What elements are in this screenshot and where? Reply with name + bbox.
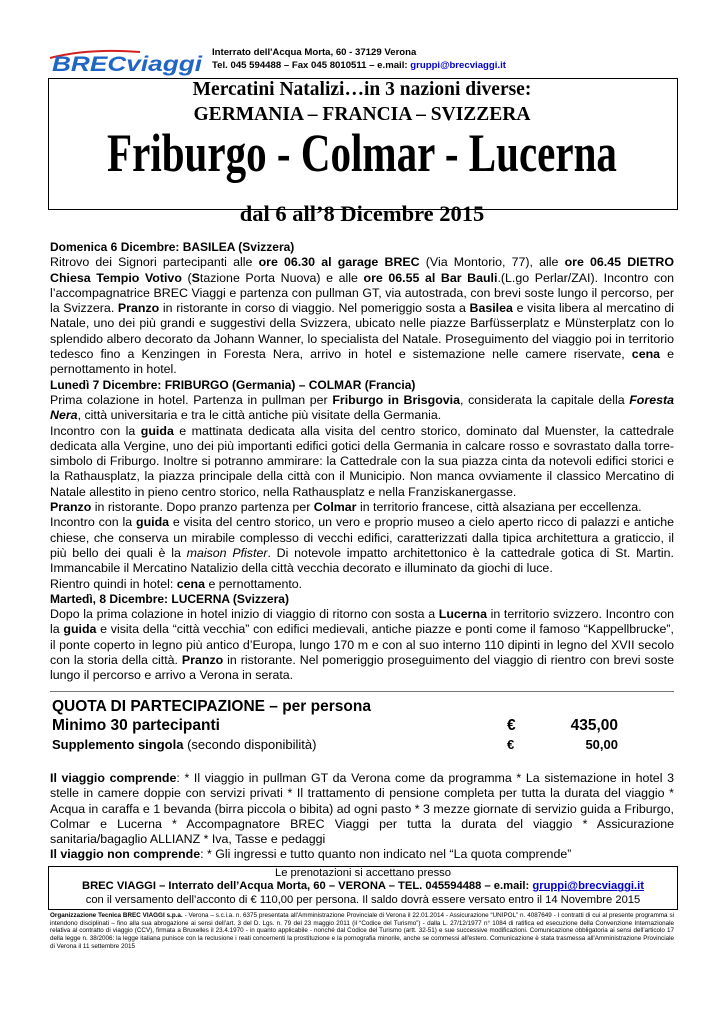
quota-single-currency: € bbox=[507, 737, 515, 752]
agency-address: Interrato dell'Acqua Morta, 60 - 37129 Verona bbox=[212, 47, 417, 58]
brec-viaggi-logo bbox=[48, 46, 208, 76]
legal-notice: Organizzazione Tecnica BREC VIAGGI s.p.a. - Verona – s.c.i.a. n. 6375 presentata all'Amministrazione Provinciale di Verona il 22.01.2014 - Assicurazione “UNIPOL” n. 4087649 - I contratti di cui al presente programma si intendono disciplinati – fino alla sua abrogazione ai sensi dell’art. 3 del D. Lgs. n. 79 del 23 maggio 2011 (il “Codice del Turismo”) - dalla L. 27/12/1977 n° 1084 di ratifica ed esecuzione della Convenzione Internazionale relativa al contratto di viaggio (CCV), firmata a Bruxelles il 23.4.1970 - in quanto applicabile - nonché dal Codice del Turismo (artt. 32-51) e sue successive modificazioni. Comunicazione obbligatoria ai sensi dell’articolo 17 della legge n. 38/2006: la legge italiana punisce con la reclusione i reati concernenti la prostituzione e la pornografia minorile, anche se commessi all'estero. Comunicazione è stata trasmessa all'Amministrazione Provinciale di Verona il 11 settembre 2015 bbox=[50, 912, 674, 950]
quota-min-label: Minimo 30 partecipanti bbox=[52, 717, 220, 734]
day-2-title: Lunedì 7 Dicembre: FRIBURGO (Germania) – COLMAR (Francia) bbox=[50, 377, 416, 392]
itinerary bbox=[50, 240, 674, 684]
booking-email-link[interactable]: gruppi@brecviaggi.it bbox=[532, 880, 644, 893]
svg-text:BRECviaggi: BRECviaggi bbox=[52, 53, 204, 76]
day-1-text: Ritrovo dei Signori partecipanti alle ore 06.30 al garage BREC (Via Montorio, 77), alle ore 06.45 DIETRO Chiesa Tempio Votivo (Stazione Porta Nuova) e alle ore 06.55 al Bar Bauli.(L.go Perlar/ZAI). Incontro con l’accompagnatrice BREC Viaggi e partenza con pullman GT, via autostrada, con brevi soste lungo il percorso, per la Svizzera. Pranzo in ristorante in corso di viaggio. Nel pomeriggio sosta a Basilea e visita libera al mercatino di Natale, uno dei più grandi e suggestivi della Svizzera, ubicato nelle piazze Barfüsserplatz e Münsterplatz con lo splendido albero decorato da Johann Wanner, lo specialista del Natale. Proseguimento del viaggio poi in territorio tedesco fino a Kenzingen in Foresta Nera, arrivo in hotel e sistemazione nelle camere riservate, cena e pernottamento in hotel. bbox=[50, 255, 675, 377]
day-3-title: Martedì, 8 Dicembre: LUCERNA (Svizzera) bbox=[50, 591, 289, 606]
day-2-text-3: Pranzo in ristorante. Dopo pranzo partenza per Colmar in territorio francese, città alsaziana per eccellenza. bbox=[50, 500, 642, 515]
day-2-text-5: Rientro quindi in hotel: cena e pernottamento. bbox=[50, 576, 303, 591]
quota-min-price: 435,00 bbox=[570, 717, 618, 734]
main-title: Friburgo - Colmar - Lucerna bbox=[107, 123, 617, 183]
inclusions bbox=[50, 771, 674, 863]
quota-single-label: Supplemento singola (secondo disponibilità) bbox=[52, 737, 317, 752]
booking-line-1: Le prenotazioni si accettano presso bbox=[274, 867, 451, 879]
quota-min-currency: € bbox=[507, 717, 516, 734]
booking-box bbox=[48, 866, 678, 910]
quota-single-price: 50,00 bbox=[585, 737, 618, 752]
day-2-text-4: Incontro con la guida e visita del centro storico, un vero e proprio museo a cielo aperto ricco di palazzi e antiche chiese, che conserva un mirabile complesso di vecchi edifici, caratterizzati dalla tipica architettura a graticcio, il più bello dei quali è la maison Pfister. Di notevole impatto architettonico è la cattedrale gotica di St. Martin. Immancabile il Mercatino Natalizio della città vecchia decorato e illuminato da giochi di luce. bbox=[50, 515, 674, 576]
agency-contacts: Tel. 045 594488 – Fax 045 8010511 – e.mail: gruppi@brecviaggi.it bbox=[212, 60, 506, 71]
title-line-1: Mercatini Natalizi…in 3 nazioni diverse: bbox=[192, 79, 532, 100]
header-email-link[interactable]: gruppi@brecviaggi.it bbox=[410, 60, 506, 71]
day-2-text-2: Incontro con la guida e mattinata dedicata alla visita del centro storico, dominato dal Muenster, la cattedrale dedicata alla Vergine, uno dei più importanti edifici gotici della Germania in calcare rosso e sovrastato dalla torre-simbolo di Friburgo. Inoltre si potranno ammirare: la Cattedrale con la sua piazza cinta da notevoli edifici storici e la Rathausplatz, la piazza principale della città con il Municipio. Non manca ovviamente il classico Mercatino di Natale allestito in pieno centro storico, nella Rathausplatz e nella Franziskanergasse. bbox=[50, 423, 674, 499]
includes-text: Il viaggio comprende: * Il viaggio in pullman GT da Verona come da programma * La sistemazione in hotel 3 stelle in camere doppie con servizi privati * Il trattamento di pensione completa per tutta la durata del viaggio * Acqua in caraffa e 1 bevanda (birra piccola o bibita) ad ogni pasto * 3 mezze giornate di servizio guida a Friburgo, Colmar e Lucerna * Accompagnatore BREC Viaggi per tutta la durata del viaggio * Assicurazione sanitaria/bagaglio ALLIANZ * Iva, Tasse e pedaggi bbox=[50, 771, 674, 847]
title-countries: GERMANIA – FRANCIA – SVIZZERA bbox=[193, 104, 531, 125]
day-3-text: Dopo la prima colazione in hotel inizio di viaggio di ritorno con sosta a Lucerna in territorio svizzero. Incontro con la guida e visita della “città vecchia” con edifici medievali, antiche piazze e ponti come il famoso “Kappellbrucke”, il ponte coperto in legno più antico d’Europa, lungo 170 m e con al suo interno 110 dipinti in legno del XVII secolo con la storia della città. Pranzo in ristorante. Nel pomeriggio proseguimento del viaggio di rientro con brevi soste lungo il percorso e arrivo a Verona in serata. bbox=[50, 607, 674, 683]
day-2-text-1: Prima colazione in hotel. Partenza in pullman per Friburgo in Brisgovia, considerata la capitale della Foresta Nera, città universitaria e tra le città antiche più visitate della Germania. bbox=[50, 392, 674, 423]
booking-line-2: BREC VIAGGI – Interrato dell’Acqua Morta, 60 – VERONA – TEL. 045594488 – e.mail: gruppi@brecviaggi.it bbox=[82, 880, 644, 893]
excludes-text: Il viaggio non comprende: * Gli ingressi e tutto quanto non indicato nel “La quota comprende” bbox=[50, 847, 572, 862]
tour-dates: dal 6 all’8 Dicembre 2015 bbox=[239, 201, 485, 226]
booking-line-3: con il versamento dell’acconto di € 110,00 per persona. Il saldo dovrà essere versato entro il 14 Novembre 2015 bbox=[85, 893, 641, 906]
section-divider bbox=[50, 691, 674, 692]
day-1-title: Domenica 6 Dicembre: BASILEA (Svizzera) bbox=[50, 240, 295, 254]
